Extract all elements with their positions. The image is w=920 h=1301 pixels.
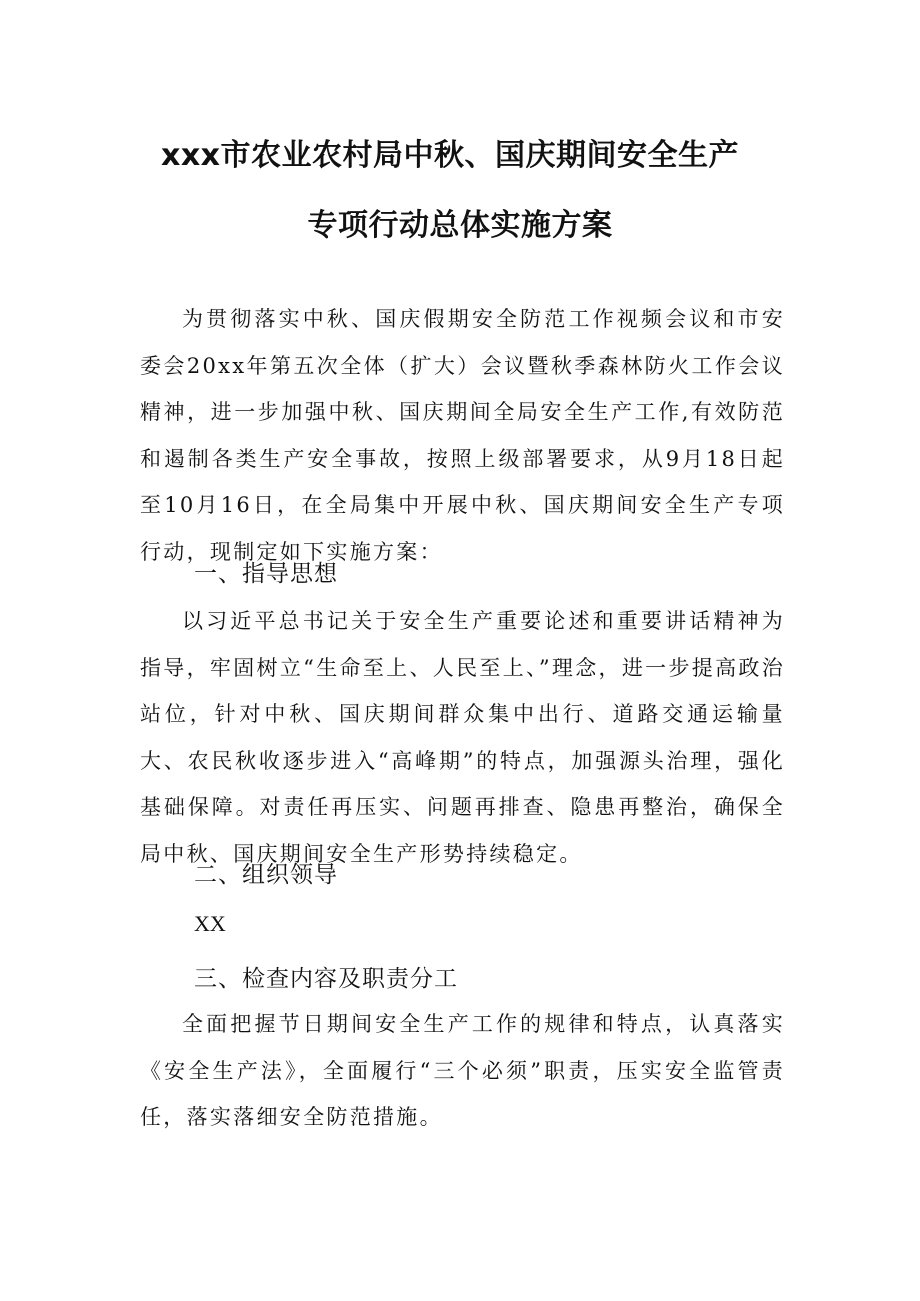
section-heading-organization-leadership: 二、组织领导 xyxy=(194,862,338,888)
section-paragraph-organization-leadership: XX xyxy=(194,911,226,936)
section-paragraph-inspection-content: 全面把握节日期间安全生产工作的规律和特点，认真落实《安全生产法》，全面履行“三个必须”职责，压实安全监管责任，落实落细安全防范措施。 xyxy=(140,1012,785,1130)
section-heading-guiding-ideology: 一、指导思想 xyxy=(194,561,338,587)
section-heading-inspection-content: 三、检查内容及职责分工 xyxy=(194,966,458,992)
section-paragraph-guiding-ideology: 以习近平总书记关于安全生产重要论述和重要讲话精神为指导，牢固树立“生命至上、人民至上、”理念，进一步提高政治站位，针对中秋、国庆期间群众集中出行、道路交通运输量大、农民秋收逐步进入“高峰期”的特点，加强源头治理，强化基础保障。对责任再压实、问题再排查、隐患再整治，确保全局中秋、国庆期间安全生产形势持续稳定。 xyxy=(140,609,785,866)
document-title-line-2: 专项行动总体实施方案 xyxy=(307,208,613,243)
intro-paragraph: 为贯彻落实中秋、国庆假期安全防范工作视频会议和市安委会20xx年第五次全体（扩大）会议暨秋季森林防火工作会议精神，进一步加强中秋、国庆期间全局安全生产工作,有效防范和遏制各类生产安全事故，按照上级部署要求，从9月18日起至10月16日，在全局集中开展中秋、国庆期间安全生产专项行动，现制定如下实施方案： xyxy=(140,307,785,564)
document-title-line-1: xxx市农业农村局中秋、国庆期间安全生产 xyxy=(160,138,740,173)
